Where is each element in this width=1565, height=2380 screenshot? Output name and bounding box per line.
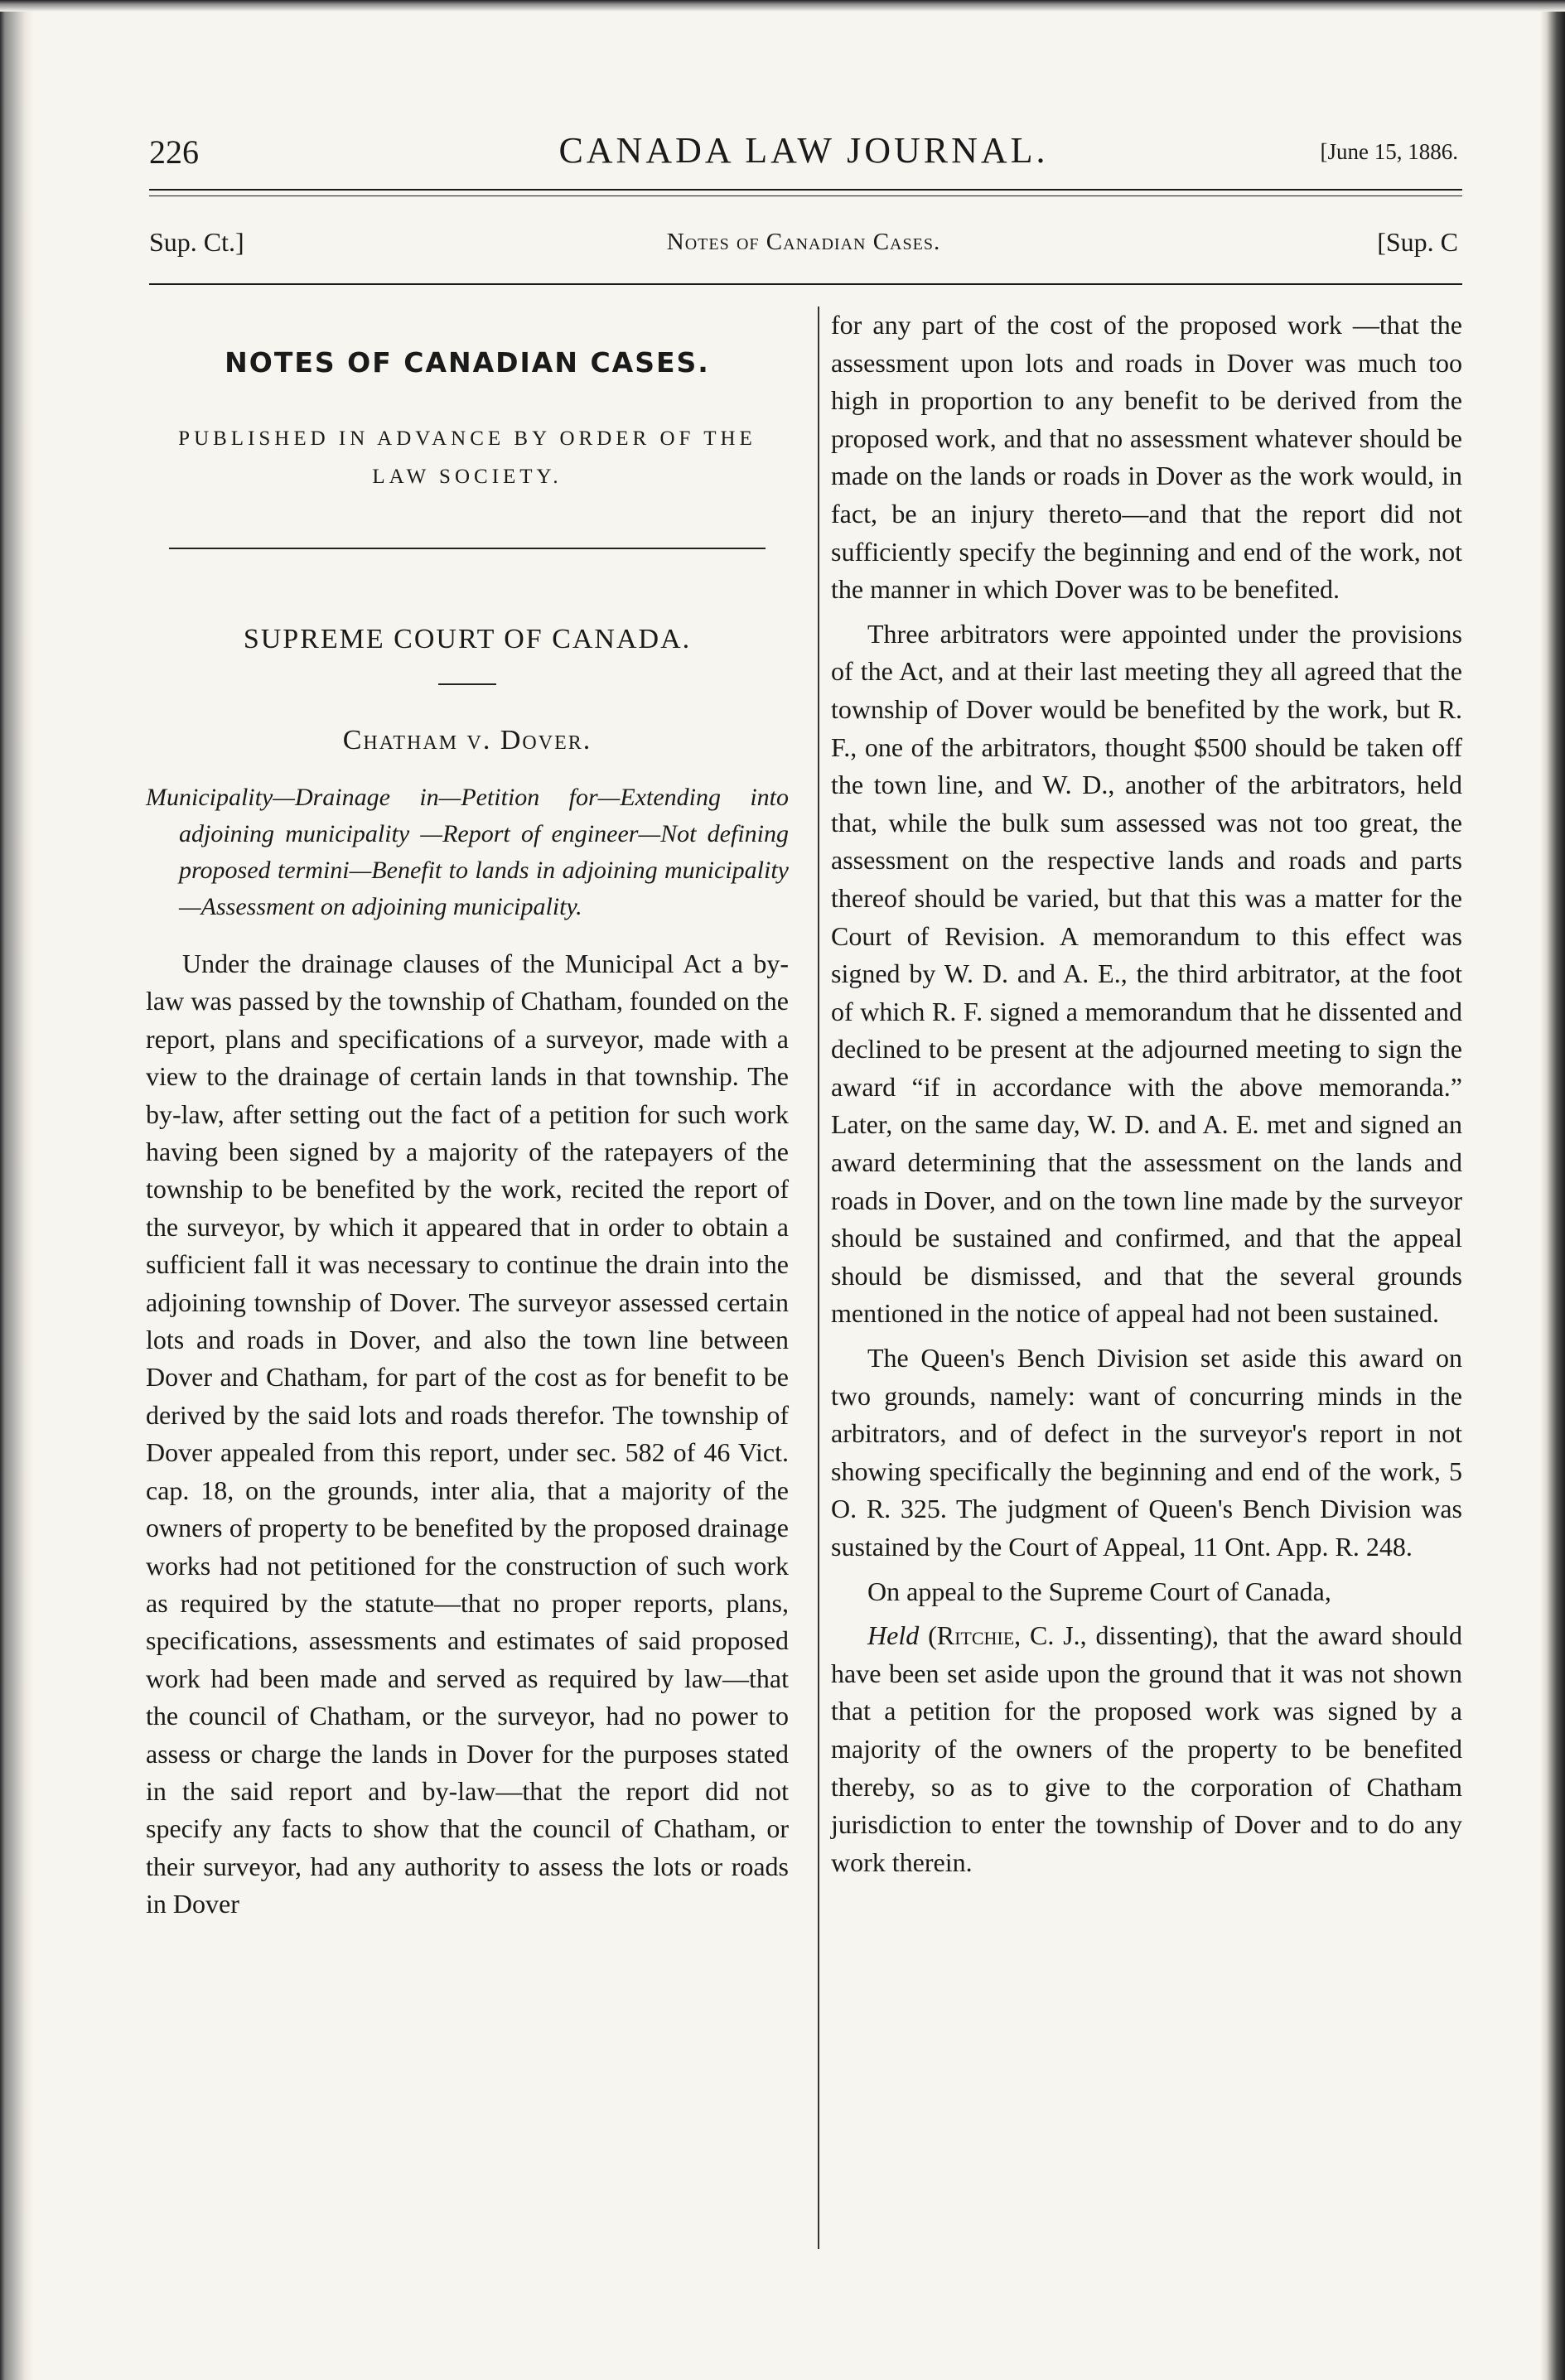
section-title: NOTES OF CANADIAN CASES.	[225, 346, 710, 379]
page-edge-right	[1540, 0, 1565, 2380]
held-word: Held	[867, 1620, 920, 1651]
held-text: , C. J., dissenting), that the award should have been set aside upon the ground that it was not shown that a petition for the proposed work was signed by a majority of the owners of the property to be benefited thereby, so as to give to the corporation of Chatham jurisdiction to enter the township of Dover and to do any work therein.	[831, 1620, 1462, 1877]
court-abbrev-right: [Sup. C	[1377, 227, 1458, 257]
running-header	[149, 124, 1458, 174]
court-abbrev-left: Sup. Ct.]	[149, 227, 244, 257]
journal-title: CANADA LAW JOURNAL.	[558, 130, 1049, 171]
paragraph-4: On appeal to the Supreme Court of Canada,	[867, 1576, 1331, 1606]
paragraph-continuation: for any part of the cost of the proposed work —that the assessment upon lots and roads in Dover was much too high in proportion to any benefit to be derived from the proposed work, and that no assessment whatever should be made on the lands or roads in Dover as the work would, in fact, be an injury thereto—and that the report did not sufficiently specify the beginning and end of the work, not the manner in which Dover was to be benefited.	[831, 310, 1462, 605]
paragraph-1: Under the drainage clauses of the Municipal Act a by-law was passed by the township of Chatham, founded on the report, plans and specifications of a surveyor, made with a view to the drainage of certain lands in that township. The by-law, after setting out the fact of a petition for such work having been signed by a majority of the ratepayers of the township to be benefited by the work, recited the report of the surveyor, by which it appeared that in order to obtain a sufficient fall it was necessary to continue the drain into the adjoining township of Dover. The surveyor assessed certain lots and roads in Dover, and also the town line between Dover and Chatham, for part of the cost as for benefit to be derived by the said lots and roads therefor. The township of Dover appealed from this report, under sec. 582 of 46 Vict. cap. 18, on the grounds, inter alia, that a majority of the owners of property to be benefited by the proposed drainage works had not petitioned for the construction of such work as required by the statute—that no proper reports, plans, specifications, assessments and estimates of said proposed work had been made and served as required by law—that the council of Chatham, or the surveyor, had no power to assess or charge the lands in Dover for the purposes stated in the said report and by-law—that the report did not specify any facts to show that the council of Chatham, or their surveyor, had any authority to assess the lots or roads in Dover	[146, 949, 789, 1919]
header-rule-top	[149, 189, 1462, 191]
section-divider	[169, 548, 766, 549]
short-rule	[438, 683, 496, 685]
section-subtitle: PUBLISHED IN ADVANCE BY ORDER OF THE LAW SOCIETY.	[178, 427, 756, 488]
page-edge-left	[0, 0, 33, 2380]
subheader-title: Notes of Canadian Cases.	[666, 229, 941, 255]
page-number: 226	[149, 133, 199, 171]
issue-date: [June 15, 1886.	[1320, 139, 1458, 164]
dissenting-judge: Ritchie	[936, 1620, 1015, 1651]
right-column	[831, 307, 1462, 1881]
paragraph-3: The Queen's Bench Division set aside this award on two grounds, namely: want of concurring minds in the arbitrators, and of defect in the surveyor's report in not showing specifically the beginning and end of the work, 5 O. R. 325. The judgment of Queen's Bench Division was sustained by the Court of Appeal, 11 Ont. App. R. 248.	[831, 1343, 1462, 1562]
paragraph-2: Three arbitrators were appointed under the provisions of the Act, and at their last meeting they all agreed that the township of Dover would be benefited by the work, but R. F., one of the arbitrators, thought $500 should be taken off the town line, and W. D., another of the arbitrators, held that, while the bulk sum assessed was not too great, the assessment on the respective lands and roads and parts thereof should be varied, but that this was a matter for the Court of Revision. A memorandum to this effect was signed by W. D. and A. E., the third arbitrator, at the foot of which R. F. signed a memorandum that he dissented and declined to be present at the adjourned meeting to sign the award “if in accordance with the above memoranda.” Later, on the same day, W. D. and A. E. met and signed an award determining that the assessment on the lands and roads in Dover, and on the town line made by the surveyor should be sustained and confirmed, and that the appeal should be dismissed, and that the several grounds mentioned in the notice of appeal had not been sustained.	[831, 618, 1462, 1329]
case-name: Chatham v. Dover.	[342, 725, 592, 756]
subheader-rule	[149, 283, 1462, 285]
page-edge-top	[0, 0, 1565, 12]
headnote: Municipality—Drainage in—Petition for—Extending into adjoining municipality —Report of engineer—Not defining proposed termini—Benefit to lands in adjoining municipality—Assessment on adjoining municipality.	[146, 784, 789, 920]
left-column	[146, 346, 789, 1924]
held-paragraph: Held (Ritchie, C. J., dissenting), that the award should have been set aside upon the ground that it was not shown that a petition for the proposed work was signed by a majority of the owners of the property to be benefited thereby, so as to give to the corporation of Chatham jurisdiction to enter the township of Dover and to do any work therein.	[831, 1620, 1462, 1877]
running-subheader	[149, 224, 1458, 265]
column-divider	[818, 307, 819, 2249]
court-title: SUPREME COURT OF CANADA.	[243, 624, 692, 654]
